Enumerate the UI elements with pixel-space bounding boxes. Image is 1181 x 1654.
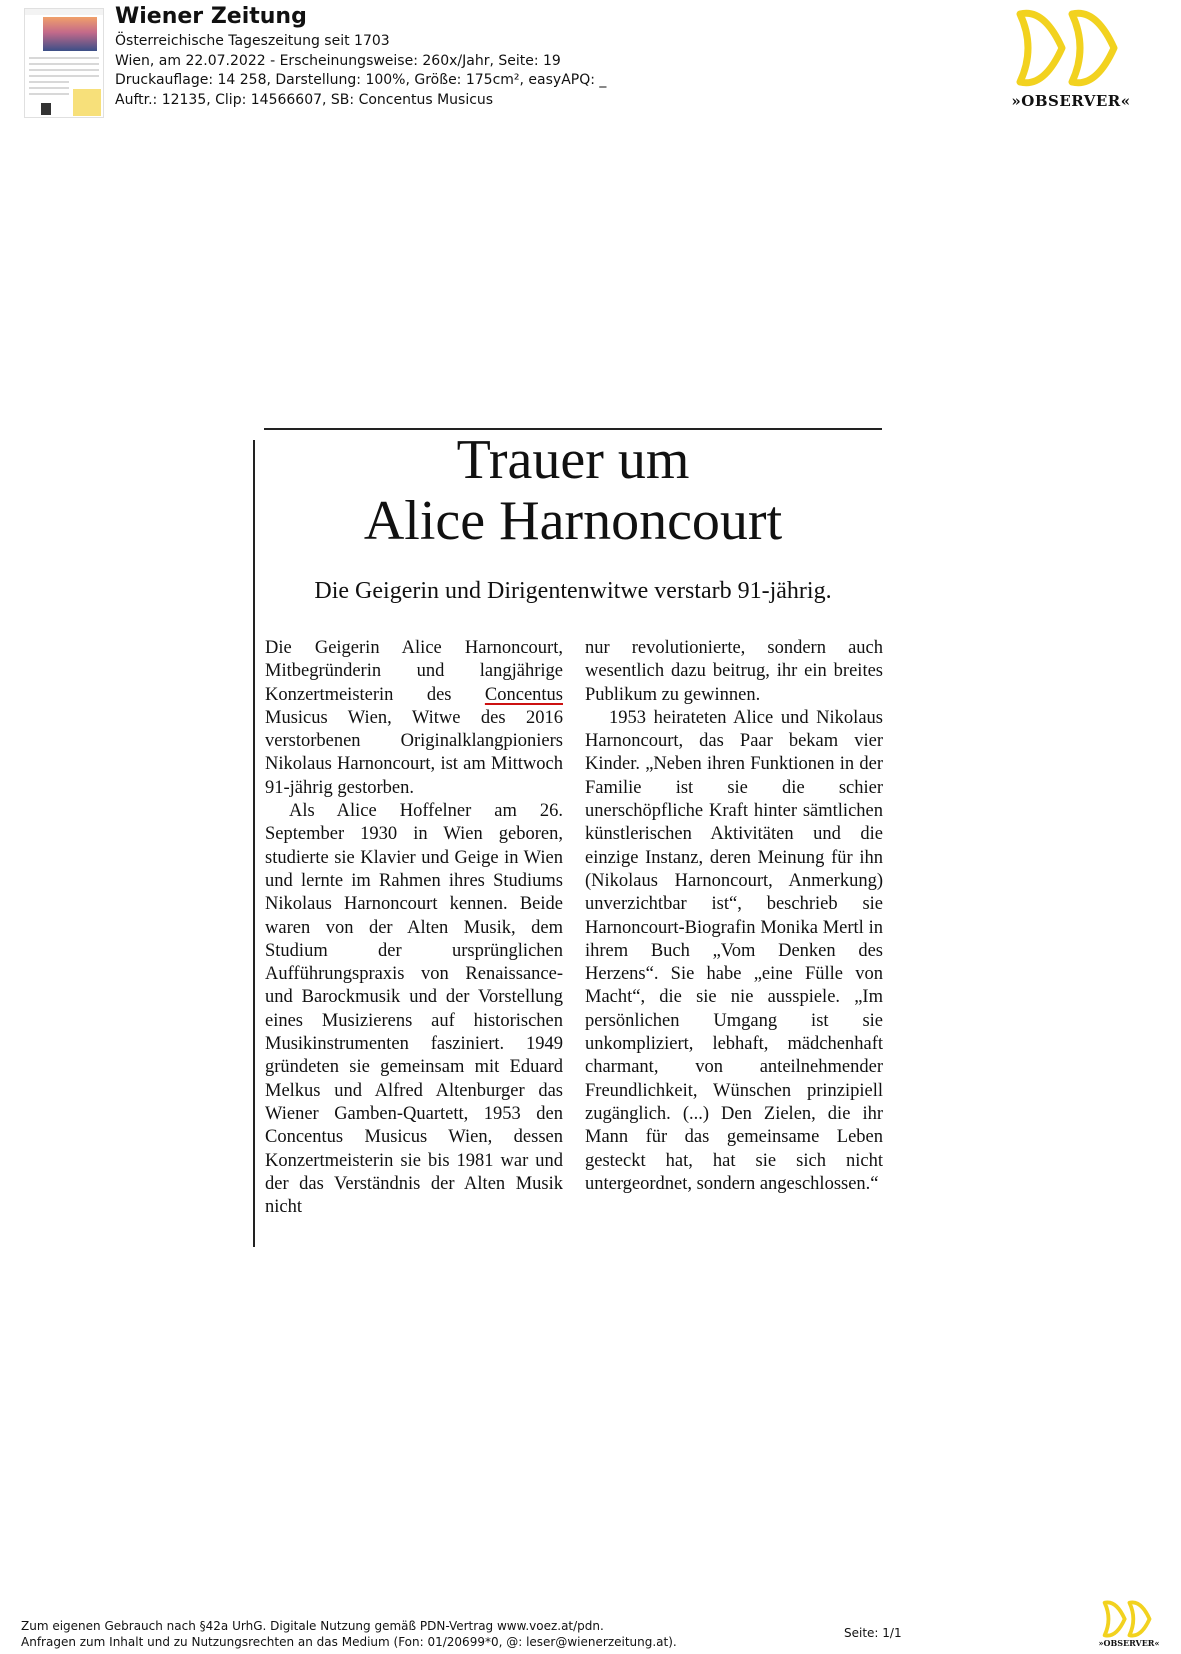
article-left-rule [253,440,255,1247]
observer-logo-text: »OBSERVER« [1011,92,1131,110]
copyright-line: Zum eigenen Gebrauch nach §42a UrhG. Digitale Nutzung gemäß PDN-Vertrag www.voez.at/pdn. [21,1619,604,1633]
paragraph-text: Musicus Wien, Witwe des 2016 verstorbenen Originalklangpioniers Nikolaus Harnoncourt, ist am Mittwoch 91-jährig gestorben. [265,707,563,798]
circulation-info-line: Druckauflage: 14 258, Darstellung: 100%, Größe: 175cm², easyAPQ: _ [115,72,607,88]
thumbnail-text-line [29,75,99,77]
article-subheadline: Die Geigerin und Dirigentenwitwe verstarb 91-jährig. [314,578,832,604]
clip-metadata [115,2,606,110]
article-paragraph: nur revolutionierte, sondern auch wesentlich dazu beitrug, ihr ein breites Publikum zu gewinnen. [585,638,883,705]
thumbnail-text-line [29,93,69,95]
headline-line: Alice Harnoncourt [363,490,783,552]
observer-logo [1006,4,1136,112]
article-column-1 [265,637,563,1219]
headline-line: Trauer um [456,429,690,491]
double-chevron-logo-icon [1010,4,1132,92]
thumbnail-photo [43,17,97,51]
paragraph-text: Die Geigerin Alice Harnoncourt, Mitbegründerin und langjährige Konzertmeisterin des [265,638,563,705]
article-headline [264,430,882,552]
copyright-notice [21,1618,677,1650]
copyright-line: Anfragen zum Inhalt und zu Nutzungsrechten an das Medium (Fon: 01/20699*0, @: leser@wienerzeitung.at). [21,1635,677,1649]
article-column-2 [585,637,883,1196]
observer-logo-text: »OBSERVER« [1098,1638,1160,1648]
publication-name: Wiener Zeitung [115,4,307,29]
thumbnail-text-line [29,69,99,71]
article-paragraph: Als Alice Hoffelner am 26. September 1930 in Wien geboren, studierte sie Klavier und Geige in Wien und lernte im Rahmen ihres Studiums Nikolaus Harnoncourt kennen. Beide waren von der Alten Musik, dem Studium der ursprünglichen Aufführungspraxis von Renaissance- und Barockmusik und der Vorstellung eines Musizierens auf historischen Musikinstrumenten fasziniert. 1949 gründeten sie gemeinsam mit Eduard Melkus und Alfred Altenburger das Wiener Gamben-Quartett, 1953 den Concentus Musicus Wien, dessen Konzertmeisterin sie bis 1981 war und der das Verständnis der Alten Musik nicht [265,801,563,1218]
observer-logo-small [1094,1598,1164,1648]
publication-info-line: Wien, am 22.07.2022 - Erscheinungsweise: 260x/Jahr, Seite: 19 [115,52,561,69]
thumbnail-masthead [25,9,103,15]
article-paragraph: 1953 heirateten Alice und Nikolaus Harnoncourt, das Paar bekam vier Kinder. „Neben ihren Funktionen in der Familie ist sie die schier unerschöpfliche Kraft hinter sämtlichen künstlerischen Aktivitäten und die einzige Instanz, deren Meinung für ihn (Nikolaus Harnoncourt, Anmerkung) unverzichtbar ist“, beschrieb sie Harnoncourt-Biografin Monika Mertl in ihrem Buch „Vom Denken des Herzens“. Sie habe „eine Fülle von Macht“, die sie nie ausspiele. „Im persönlichen Umgang ist sie unkompliziert, lebhaft, mädchenhaft charmant, von anteilnehmender Freundlichkeit, Wünschen prinzipiell zugänglich. (...) Den Zielen, die ihr Mann für das gemeinsame Leben gesteckt hat, hat sie sich nicht untergeordnet, sondern angeschlossen.“ [585,707,883,1194]
publication-tagline: Österreichische Tageszeitung seit 1703 [115,33,390,49]
thumbnail-text-line [29,57,99,59]
thumbnail-text-line [29,63,99,65]
order-info-line: Auftr.: 12135, Clip: 14566607, SB: Concentus Musicus [115,91,494,108]
newspaper-page-thumbnail [24,8,104,118]
thumbnail-text-line [29,87,69,89]
article-paragraph [265,637,563,800]
double-chevron-logo-icon [1098,1598,1160,1640]
thumbnail-portrait [41,103,51,115]
highlighted-search-term: Concentus [484,684,563,705]
page-number: Seite: 1/1 [844,1626,902,1640]
thumbnail-text-line [29,81,69,83]
thumbnail-highlighted-clip [73,89,101,116]
